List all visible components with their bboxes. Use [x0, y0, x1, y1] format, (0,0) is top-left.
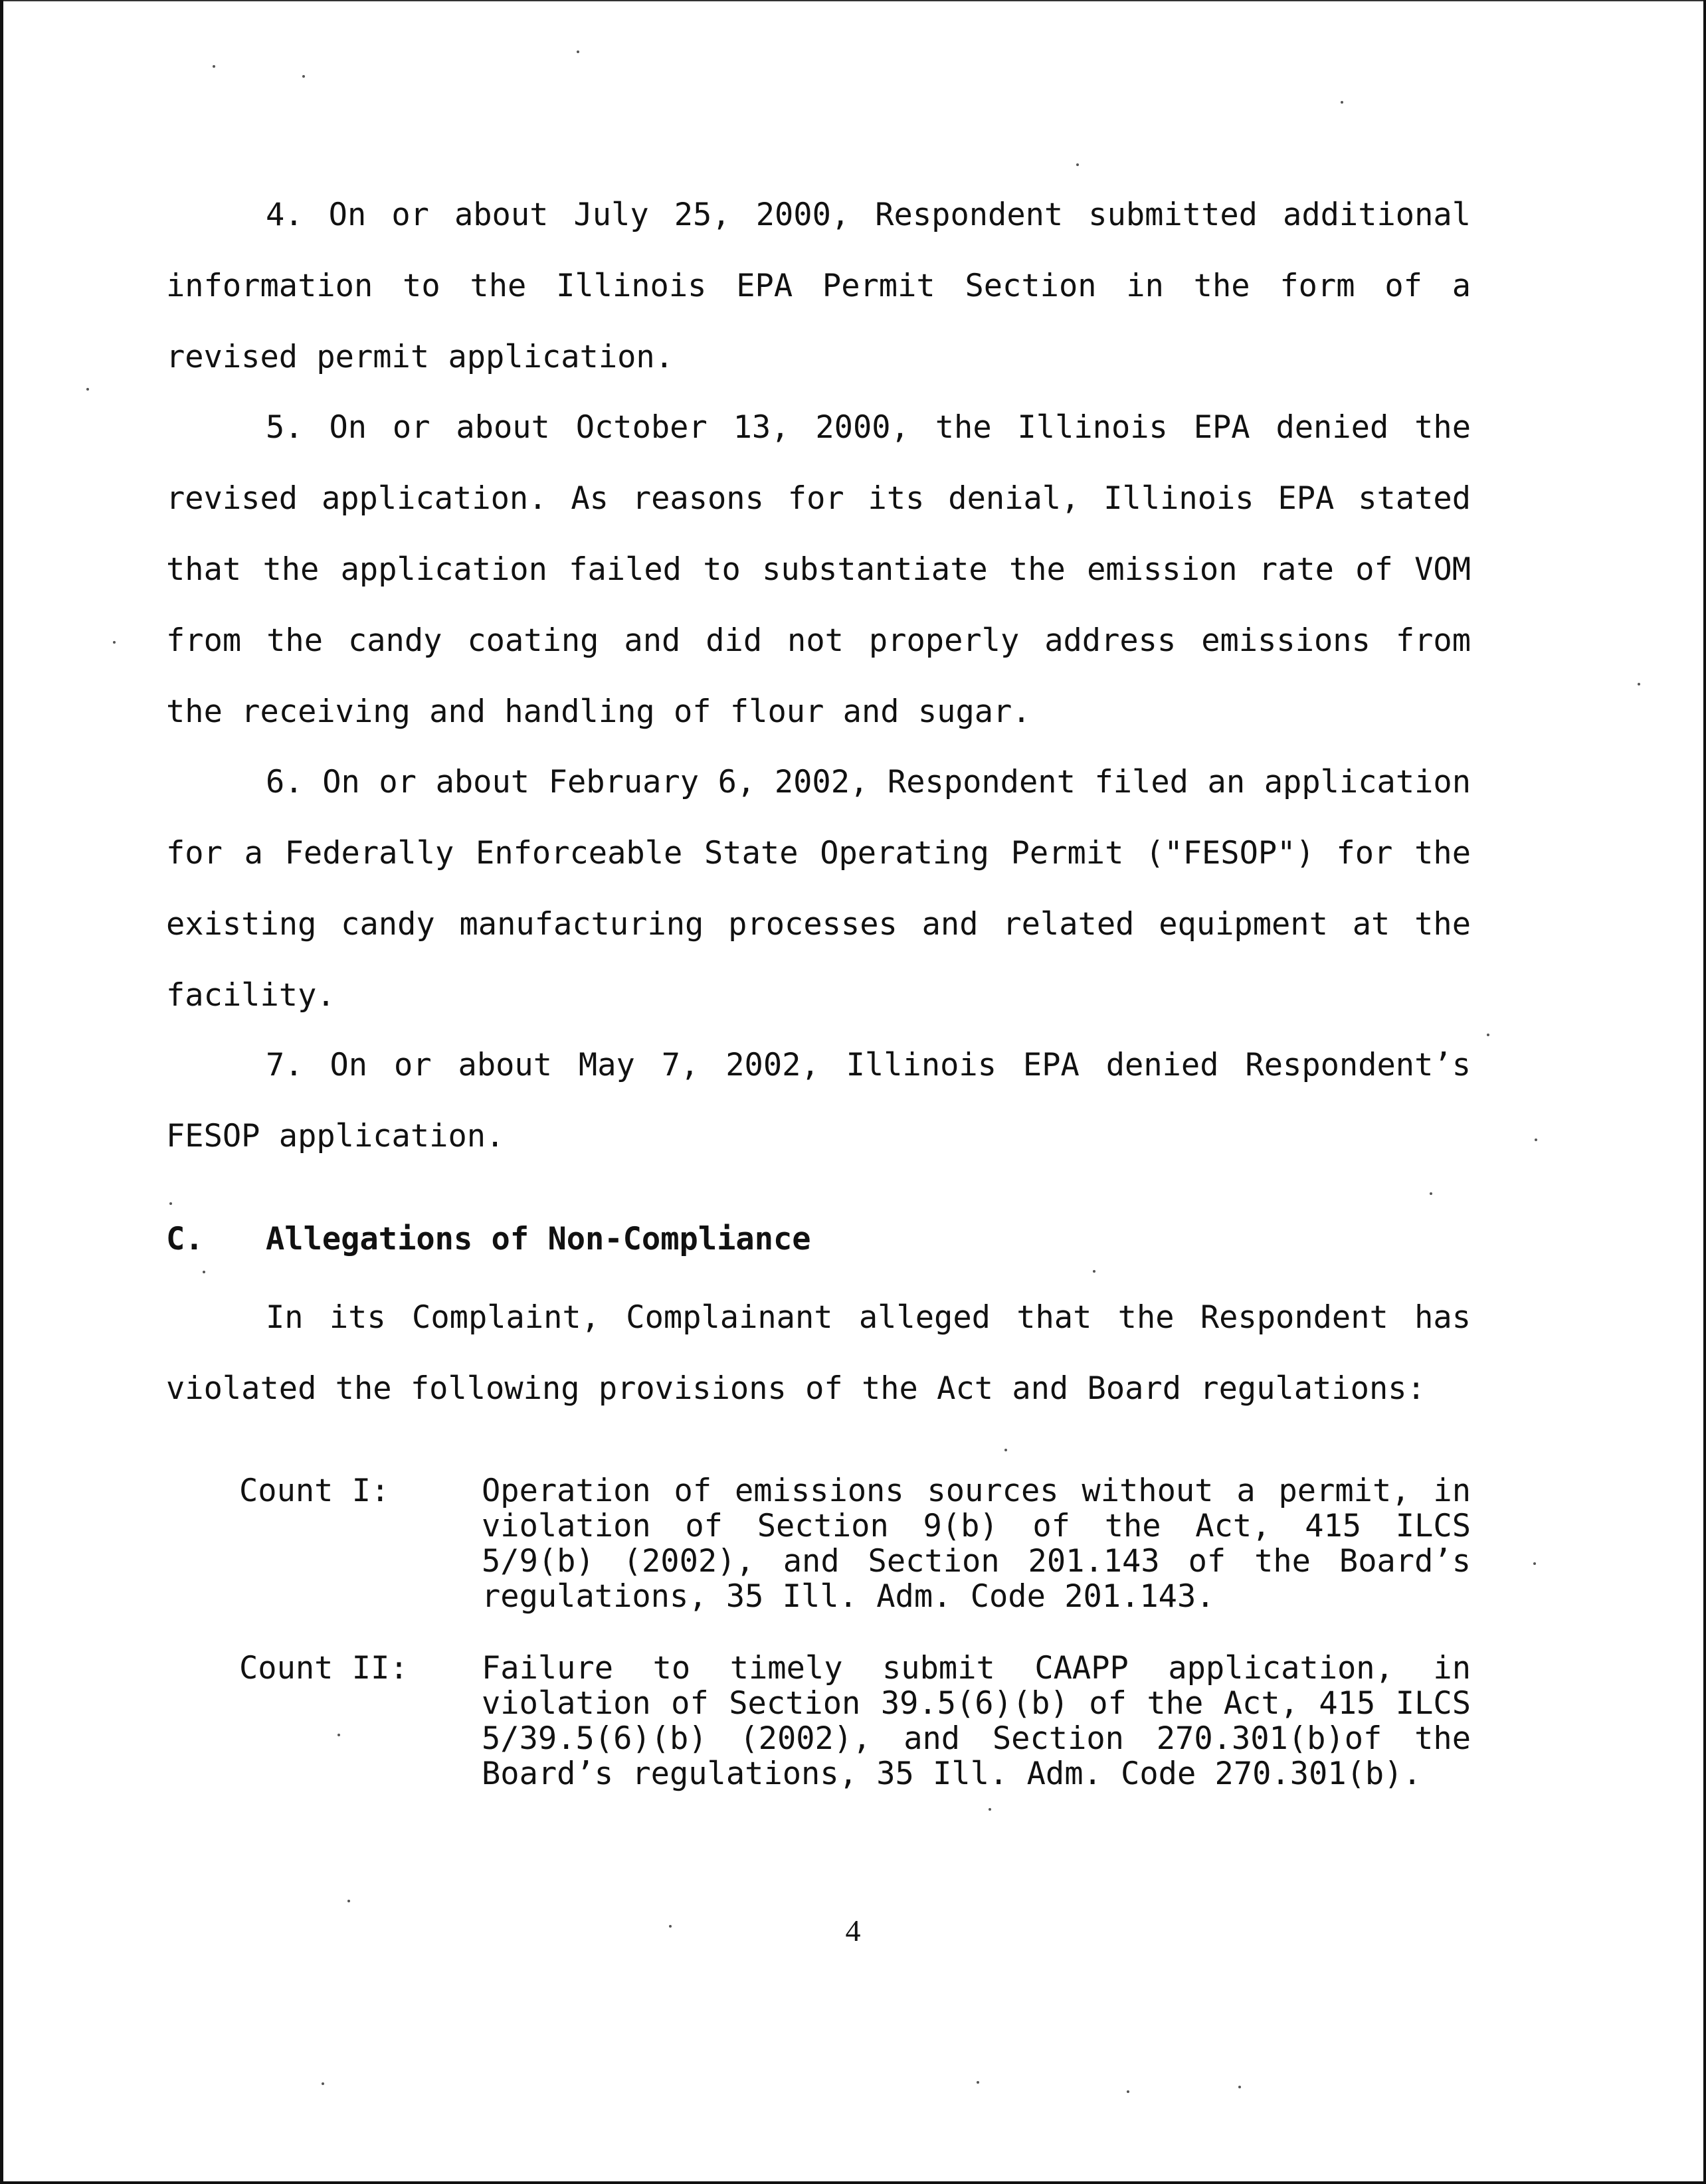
scan-speck	[213, 65, 215, 68]
scan-speck	[1533, 1562, 1536, 1565]
paragraph-7	[166, 1030, 1471, 1172]
paragraph-5	[166, 392, 1471, 747]
count-text: Operation of emissions sources without a permit, in violation of Section 9(b) of the Act, 415 ILCS 5/9(b) (2002), and Section 201.143 of the Board’s regulations, 35 Ill. Adm. Code 201.143.	[482, 1473, 1471, 1615]
page-number: 4	[845, 1914, 861, 1948]
scan-speck	[1638, 683, 1640, 685]
scan-speck	[322, 2082, 324, 2085]
count-item	[239, 1651, 1471, 1791]
scan-speck	[347, 1900, 350, 1902]
paragraph-text: In its Complaint, Complainant alleged that the Respondent has violated the following provisions of the Act and Board regulations:	[166, 1299, 1471, 1407]
section-heading	[166, 1220, 811, 1259]
paragraph-text: 5. On or about October 13, 2000, the Illinois EPA denied the revised application. As reasons for its denial, Illinois EPA stated that the application failed to substantiate the emission rate of VOM from the candy coating and did not properly address emissions from the receiving and handling of flour and sugar.	[166, 409, 1471, 730]
scan-speck	[1127, 2090, 1129, 2093]
scan-speck	[169, 1202, 172, 1205]
scan-speck	[1238, 2086, 1241, 2088]
scan-speck	[977, 2081, 979, 2084]
scan-speck	[113, 641, 116, 644]
scan-speck	[86, 388, 89, 391]
scan-speck	[1430, 1192, 1432, 1195]
paragraph-text: 7. On or about May 7, 2002, Illinois EPA denied Respondent’s FESOP application.	[166, 1047, 1471, 1154]
scan-speck	[337, 1734, 340, 1736]
scan-speck	[1093, 1270, 1095, 1273]
scan-speck	[989, 1808, 991, 1811]
scan-speck	[1076, 163, 1079, 166]
count-label: Count I:	[239, 1473, 390, 1509]
page-edge-bottom	[0, 2181, 1706, 2184]
page-edge-right	[1703, 0, 1706, 2184]
scan-speck	[1341, 101, 1343, 104]
scan-speck	[1004, 1449, 1007, 1451]
count-label: Count II:	[239, 1650, 409, 1686]
page-edge-top	[0, 0, 1706, 1]
scan-speck	[203, 1271, 205, 1273]
section-title: Allegations of Non-Compliance	[266, 1221, 811, 1257]
count-item	[239, 1473, 1471, 1614]
scan-speck	[669, 1925, 672, 1928]
paragraph-6	[166, 747, 1471, 1031]
scan-speck	[577, 50, 579, 53]
count-text: Failure to timely submit CAAPP application, in violation of Section 39.5(6)(b) of the Act, 415 ILCS 5/39.5(6)(b) (2002), and Section 270.301(b)of the Board’s regulations, 35 Ill. Adm. Code 270.301(b).	[482, 1650, 1471, 1792]
paragraph-text: 6. On or about February 6, 2002, Respondent filed an application for a Federally Enforceable State Operating Permit ("FESOP") for the existing candy manufacturing processes and related equipment at the facility.	[166, 764, 1471, 1014]
page-edge-left	[0, 0, 3, 2184]
scan-speck	[1487, 1034, 1489, 1036]
scan-speck	[302, 75, 305, 78]
intro-paragraph	[166, 1282, 1471, 1424]
paragraph-4	[166, 179, 1471, 393]
scan-speck	[1535, 1138, 1537, 1141]
section-letter: C.	[166, 1221, 204, 1257]
paragraph-text: 4. On or about July 25, 2000, Respondent submitted additional information to the Illinois EPA Permit Section in the form of a revised permit application.	[166, 197, 1471, 375]
